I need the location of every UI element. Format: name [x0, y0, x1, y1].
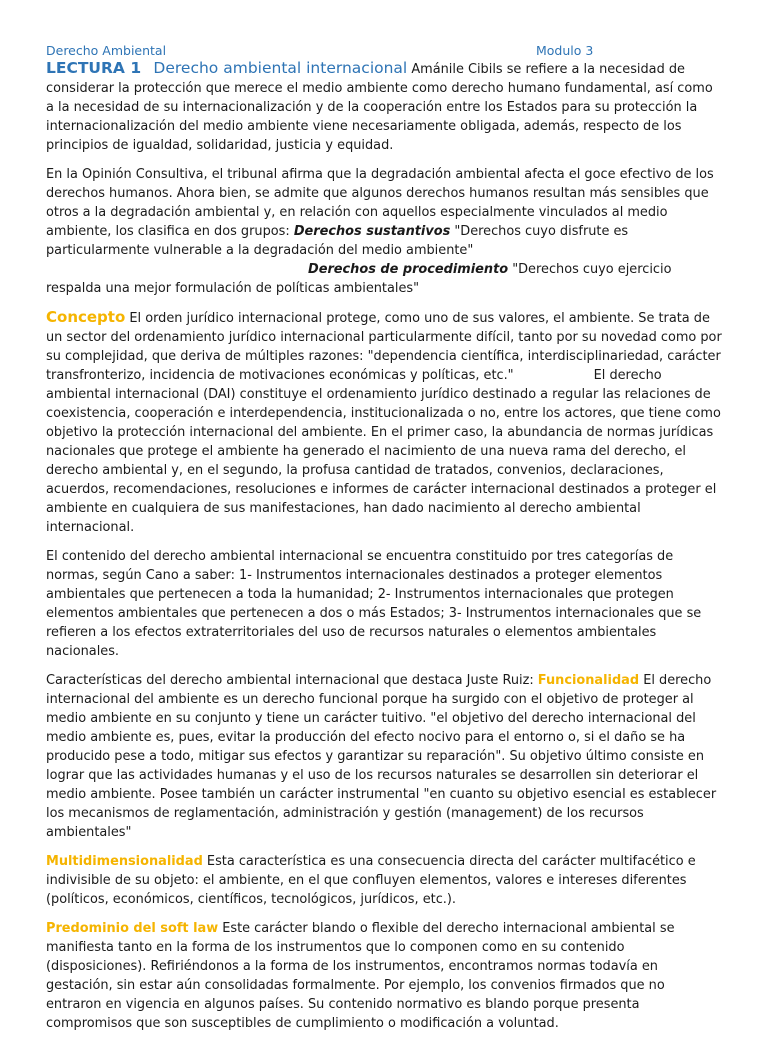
header-course: Derecho Ambiental [46, 43, 167, 58]
multidimensionalidad-text: Esta característica es una consecuencia directa del carácter multifacético e indivisible de su objeto: el ambiente, en el que confluyen elementos, valores e intereses diferentes (políticos, económicos, científicos, tecnológicos, jurídicos, etc.). [46, 854, 696, 907]
opinion-text-2: "Derechos cuyo disfrute es particularmente vulnerable a la degradación del medio ambiente" [46, 224, 629, 258]
header-module: Modulo 3 [536, 43, 594, 58]
heading-concepto: Concepto [46, 308, 126, 326]
soft-law-text: Este carácter blando o flexible del derecho internacional ambiental se manifiesta tanto en la forma de los instrumentos que lo componen como en su contenido (disposiciones). Refiriéndonos a la forma de los instrumentos, encontramos normas todavía en gestación, sin estar aún consolidadas formalmente. Por ejemplo, los convenios firmados que no entraron en vigencia en algunos países. Su contenido normativo es blando porque presenta compromisos que son susceptibles de cumplimiento o modificación a voluntad. [46, 921, 675, 1031]
paragraph-contenido [46, 547, 722, 661]
opinion-text-3: "Derechos cuyo ejercicio respalda una mejor formulación de políticas ambientales" [46, 262, 672, 296]
page-header [46, 42, 722, 59]
paragraph-concepto [46, 308, 722, 537]
caracteristicas-text-1: Características del derecho ambiental internacional que destaca Juste Ruiz: [46, 673, 538, 688]
document-page [46, 42, 722, 1043]
concepto-text-2: El derecho ambiental internacional (DAI) constituye el ordenamiento jurídico destinado a regular las relaciones de coexistencia, cooperación e interdependencia, institucionalizada o no, entre los actores, que tiene como objetivo la protección internacional del ambiente. En el primer caso, la abundancia de normas jurídicas nacionales que protege el ambiente ha generado el nacimiento de una nueva rama del derecho, el derecho ambiental y, en el segundo, la profusa cantidad de tratados, convenios, declaraciones, acuerdos, recomendaciones, resoluciones e informes de carácter internacional destinados a proteger el ambiente en cualquiera de sus manifestaciones, han dado nacimiento al derecho ambiental internacional. [46, 368, 721, 535]
paragraph-caracteristicas [46, 671, 722, 842]
term-derechos-procedimiento: Derechos de procedimiento [308, 262, 509, 277]
paragraph-intro [46, 59, 722, 155]
term-derechos-sustantivos: Derechos sustantivos [293, 224, 451, 239]
funcionalidad-text: El derecho internacional del ambiente es un derecho funcional porque ha surgido con el objetivo de proteger al medio ambiente en su conjunto y tiene un carácter tuitivo. "el objetivo del derecho internacional del medio ambiente es, pues, evitar la producción del efecto nocivo para el entorno o, si el daño se ha producido pese a todo, mitigar sus efectos y garantizar su reparación". Su objetivo último consiste en lograr que las actividades humanas y el uso de los recursos naturales se desarrollen sin deteriorar el medio ambiente. Posee también un carácter instrumental "en cuanto su objetivo esencial es establecer los mecanismos de reglamentación, administración y gestión (management) de los recursos ambientales" [46, 673, 717, 840]
lecture-title: Derecho ambiental internacional [153, 59, 408, 77]
heading-soft-law: Predominio del soft law [46, 921, 219, 936]
intro-text: Amánile Cibils se refiere a la necesidad de considerar la protección que merece el medio ambiente como derecho humano fundamental, así como a la necesidad de su internacionalización y de la cooperación entre los Estados para su protección la internacionalización del medio ambiente viene necesariamente obligada, además, respecto de los principios de igualdad, solidaridad, justicia y equidad. [46, 62, 713, 153]
paragraph-multidimensionalidad [46, 852, 722, 909]
contenido-text: El contenido del derecho ambiental internacional se encuentra constituido por tres categorías de normas, según Cano a saber: 1- Instrumentos internacionales destinados a proteger elementos ambientales que pertenecen a toda la humanidad; 2- Instrumentos internacionales que protegen elementos ambientales que pertenecen a dos o más Estados; 3- Instrumentos internacionales que se refieren a los efectos extraterritoriales del uso de recursos naturales o elementos ambientales nacionales. [46, 549, 702, 659]
paragraph-opinion [46, 165, 722, 298]
heading-multidimensionalidad: Multidimensionalidad [46, 854, 203, 869]
heading-funcionalidad: Funcionalidad [537, 673, 640, 688]
concepto-text-1: El orden jurídico internacional protege, como uno de sus valores, el ambiente. Se trata de un sector del ordenamiento jurídico internacional particularmente difícil, tanto por su novedad como por su complejidad, que deriva de múltiples razones: "dependencia científica, interdisciplinariedad, carácter transfronterizo, incidencia de motivaciones económicas y políticas, etc." [46, 311, 722, 383]
paragraph-soft-law [46, 919, 722, 1033]
lecture-number: LECTURA 1 [46, 59, 142, 77]
opinion-text-1: En la Opinión Consultiva, el tribunal afirma que la degradación ambiental afecta el goce efectivo de los derechos humanos. Ahora bien, se admite que algunos derechos humanos resultan más sensibles que otros a la degradación ambiental y, en relación con aquellos especialmente vinculados al medio ambiente, los clasifica en dos grupos: [46, 167, 714, 239]
